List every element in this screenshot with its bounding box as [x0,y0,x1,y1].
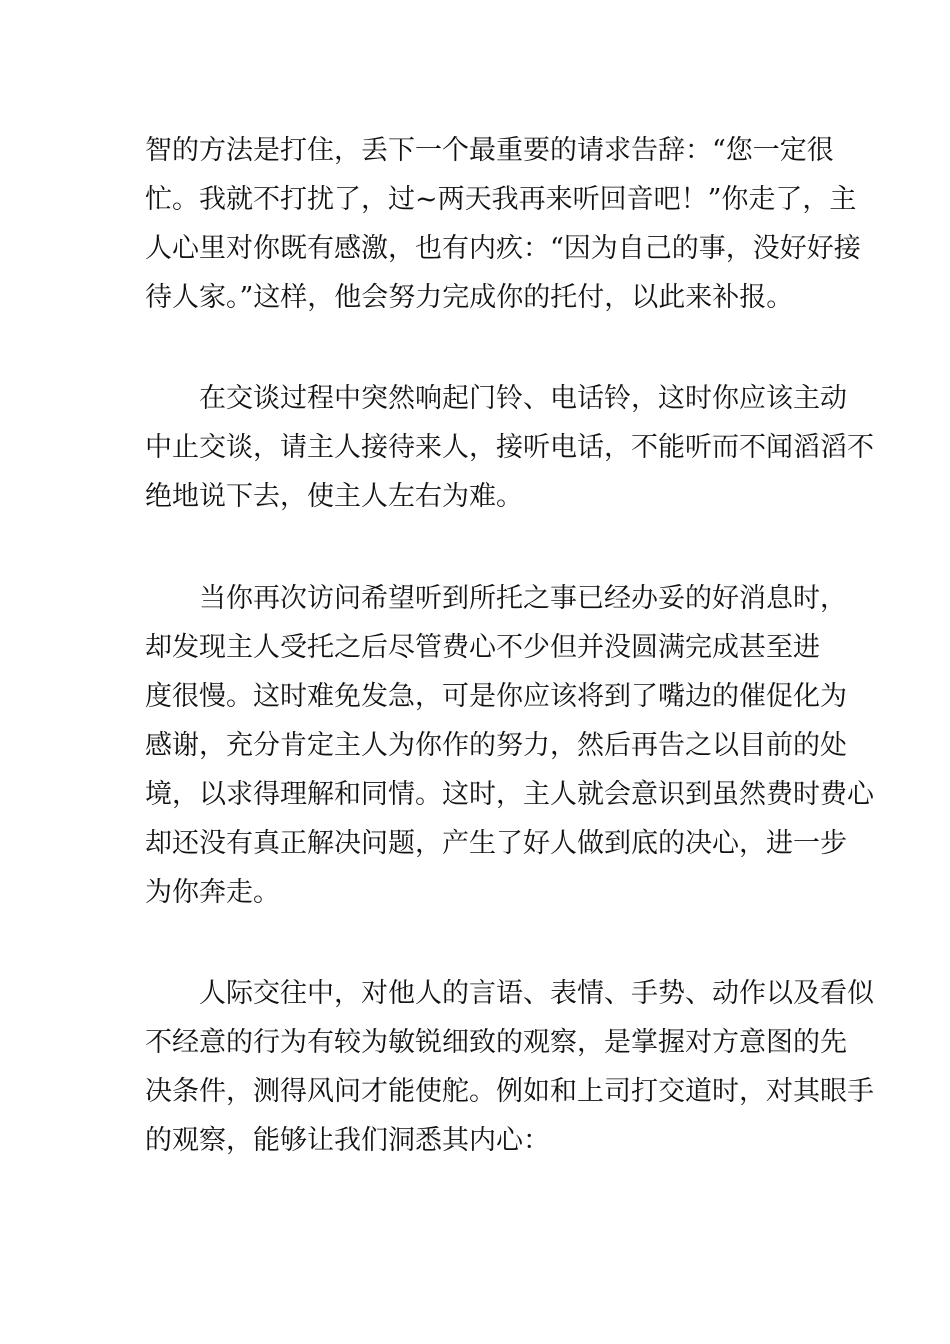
text-line: 待人家。”这样，他会努力完成你的托付，以此来补报。 [145,282,794,313]
text-line: 忙。我就不打扰了，过~两天我再来听回音吧！”你走了，主 [145,184,857,215]
paragraph-1 [145,126,861,322]
paragraph-3 [145,574,874,917]
text-line: 智的方法是打住，丢下一个最重要的请求告辞：“您一定很 [145,135,834,166]
text-line: 为你奔走。 [145,877,280,908]
text-line: 却还没有真正解决问题，产生了好人做到底的决心，进一步 [145,828,847,859]
paragraph-2 [145,374,874,521]
text-line: 境，以求得理解和同情。这时，主人就会意识到虽然费时费心 [145,779,874,810]
text-line: 人心里对你既有感激，也有内疚：“因为自己的事，没好好接 [145,233,861,264]
paragraph-4 [145,969,874,1165]
text-line: 当你再次访问希望听到所托之事已经办妥的好消息时， [199,583,847,614]
text-line: 感谢，充分肯定主人为你作的努力，然后再告之以目前的处 [145,730,847,761]
text-line: 人际交往中，对他人的言语、表情、手势、动作以及看似 [199,978,874,1009]
text-line: 却发现主人受托之后尽管费心不少但并没圆满完成甚至进 [145,632,820,663]
text-line: 决条件，测得风问才能使舵。例如和上司打交道时，对其眼手 [145,1076,874,1107]
text-line: 度很慢。这时难免发急，可是你应该将到了嘴边的催促化为 [145,681,847,712]
text-line: 绝地说下去，使主人左右为难。 [145,481,523,512]
text-line: 中止交谈，请主人接待来人，接听电话，不能听而不闻滔滔不 [145,432,874,463]
text-line: 不经意的行为有较为敏锐细致的观察，是掌握对方意图的先 [145,1027,847,1058]
text-line: 在交谈过程中突然响起门铃、电话铃，这时你应该主动 [199,383,847,414]
text-line: 的观察，能够让我们洞悉其内心： [145,1125,550,1156]
